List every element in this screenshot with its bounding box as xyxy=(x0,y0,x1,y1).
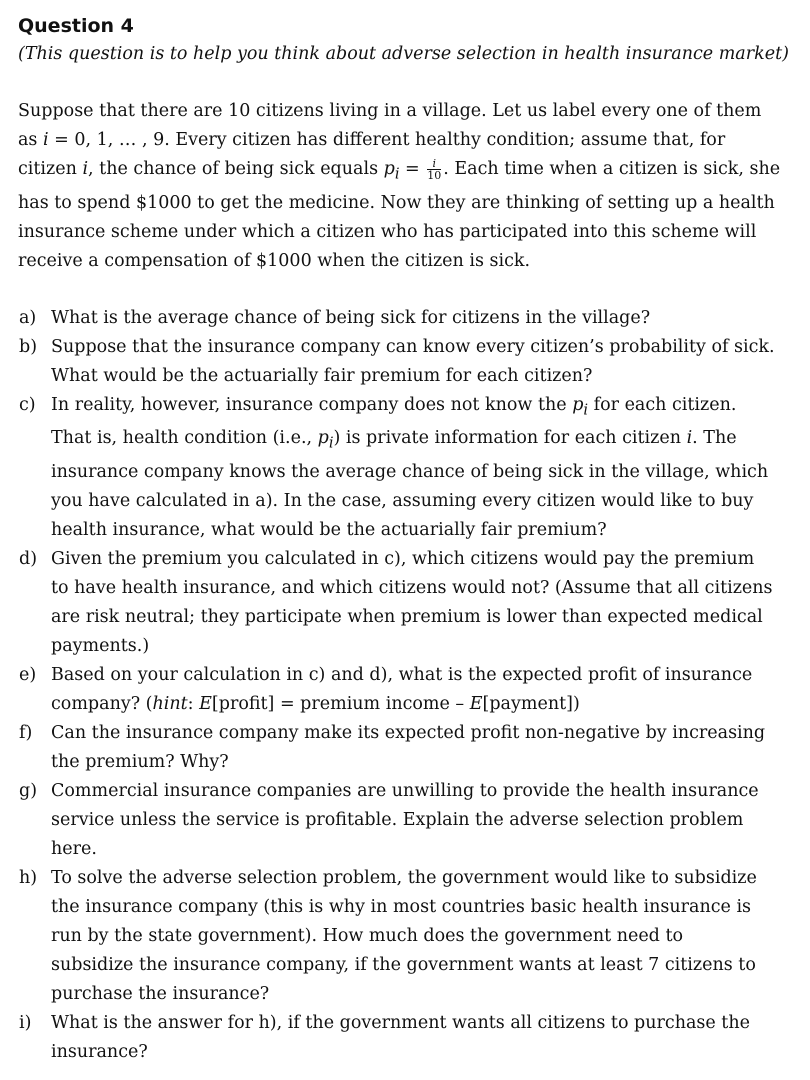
part-line: What is the answer for h), if the government wants all citizens to purchase the xyxy=(51,1012,750,1033)
intro-line: has to spend $1000 to get the medicine. Now they are thinking of setting up a health xyxy=(18,192,775,213)
part-line: you have calculated in a). In the case, assuming every citizen would like to buy xyxy=(51,490,754,511)
part-line: To solve the adverse selection problem, the government would like to subsidize xyxy=(51,867,757,888)
part-f xyxy=(18,719,792,777)
part-a xyxy=(18,304,792,333)
text-run: [payment]) xyxy=(482,693,580,714)
math-var: p xyxy=(383,159,395,179)
part-marker: c) xyxy=(19,394,36,415)
part-line xyxy=(51,690,792,719)
part-marker: b) xyxy=(19,336,38,357)
hint-label: hint xyxy=(152,693,188,714)
text-run: citizen xyxy=(18,159,83,179)
fraction-numerator: i xyxy=(427,158,441,170)
part-line: Commercial insurance companies are unwilling to provide the health insurance xyxy=(51,780,759,801)
question-subtitle: (This question is to help you think about adverse selection in health insurance market) xyxy=(18,44,789,64)
part-line: Based on your calculation in c) and d), what is the expected profit of insurance xyxy=(51,664,753,685)
part-marker: e) xyxy=(19,664,37,685)
part-line: the premium? Why? xyxy=(51,751,229,772)
part-c xyxy=(18,391,792,545)
text-run: for each citizen. xyxy=(588,394,737,415)
intro-line: Suppose that there are 10 citizens living in a village. Let us label every one of them xyxy=(18,101,762,121)
part-line: Suppose that the insurance company can know every citizen’s probability of sick. xyxy=(51,336,775,357)
part-i xyxy=(18,1009,792,1067)
part-line: to have health insurance, and which citizens would not? (Assume that all citizens xyxy=(51,577,773,598)
text-run: [profit] = premium income – xyxy=(211,693,470,714)
part-line: service unless the service is profitable. Explain the adverse selection problem xyxy=(51,809,744,830)
part-line xyxy=(51,424,792,458)
text-run: ) is private information for each citizen xyxy=(333,428,687,448)
part-line: What would be the actuarially fair premium for each citizen? xyxy=(51,365,593,386)
part-e xyxy=(18,661,792,719)
intro-line xyxy=(18,126,792,155)
part-line: run by the state government). How much does the government need to xyxy=(51,925,684,946)
part-marker: d) xyxy=(19,548,38,569)
fraction-denominator: 10 xyxy=(427,169,442,182)
part-line: here. xyxy=(51,838,97,859)
math-var: E xyxy=(199,693,212,714)
part-line: insurance? xyxy=(51,1041,148,1062)
text-run: = 0, 1, … , 9. Every citizen has different healthy condition; assume that, for xyxy=(48,130,726,150)
text-run: That is, health condition (i.e., xyxy=(51,428,318,448)
math-var: E xyxy=(469,693,483,714)
part-h xyxy=(18,864,792,1009)
intro-paragraph xyxy=(18,97,792,276)
question-title: Question 4 xyxy=(18,15,134,37)
math-var: i xyxy=(82,159,89,179)
text-run: , the chance of being sick equals xyxy=(88,159,384,179)
math-subscript: i xyxy=(583,401,589,418)
part-g xyxy=(18,777,792,864)
part-marker: f) xyxy=(19,722,33,743)
text-run: . The xyxy=(692,428,737,448)
math-var: p xyxy=(317,428,329,448)
text-run: = xyxy=(399,159,426,179)
part-line xyxy=(51,391,792,425)
intro-line: insurance scheme under which a citizen who has participated into this scheme will xyxy=(18,221,757,242)
text-run: In reality, however, insurance company does not know the xyxy=(51,394,573,415)
part-line: Can the insurance company make its expected profit non-negative by increasing xyxy=(51,722,766,743)
part-line: purchase the insurance? xyxy=(51,983,270,1004)
part-line: subsidize the insurance company, if the government wants at least 7 citizens to xyxy=(51,954,756,975)
part-d xyxy=(18,545,792,661)
question-parts-list xyxy=(18,304,792,1067)
math-var: i xyxy=(42,130,49,150)
part-line: the insurance company (this is why in most countries basic health insurance is xyxy=(51,896,752,917)
part-marker: g) xyxy=(19,780,38,801)
fraction xyxy=(427,158,441,181)
math-var: i xyxy=(686,428,693,448)
part-line: insurance company knows the average chance of being sick in the village, which xyxy=(51,461,769,482)
text-run: . Each time when a citizen is sick, she xyxy=(443,159,781,179)
math-var: p xyxy=(572,394,584,415)
part-line: payments.) xyxy=(51,635,150,656)
part-line: are risk neutral; they participate when premium is lower than expected medical xyxy=(51,606,763,627)
math-subscript: i xyxy=(328,434,334,452)
intro-line xyxy=(18,155,792,189)
part-b xyxy=(18,333,792,391)
text-run: : xyxy=(187,693,200,714)
part-line: Given the premium you calculated in c), which citizens would pay the premium xyxy=(51,548,755,569)
text-run: as xyxy=(18,130,43,150)
intro-line: receive a compensation of $1000 when the citizen is sick. xyxy=(18,250,531,271)
part-marker: h) xyxy=(19,867,38,888)
part-marker: i) xyxy=(19,1012,32,1033)
part-line: health insurance, what would be the actuarially fair premium? xyxy=(51,519,607,540)
part-marker: a) xyxy=(19,307,37,328)
text-run: company? ( xyxy=(51,693,153,714)
part-line: What is the average chance of being sick for citizens in the village? xyxy=(51,307,651,328)
math-subscript: i xyxy=(394,165,400,183)
